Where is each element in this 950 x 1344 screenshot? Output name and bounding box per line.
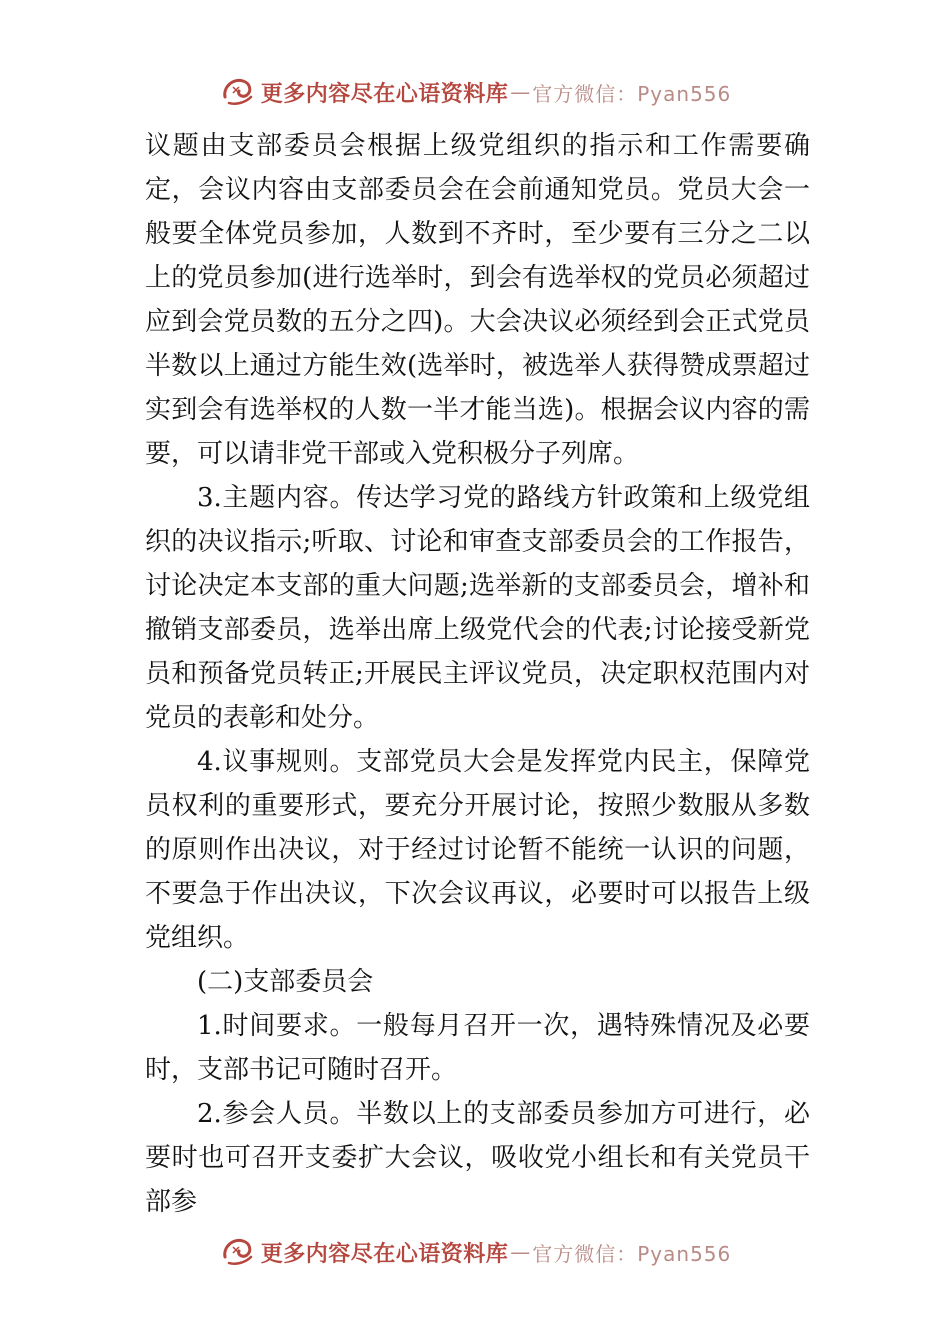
section-heading-branch-committee: (二)支部委员会 [197,967,374,997]
site-name-text: 更多内容尽在心语资料库 [260,80,509,107]
swirl-logo-icon [219,1233,257,1271]
wechat-contact-text: 官方微信：Pyan556 [532,1241,732,1266]
separator-dash: — [510,80,531,104]
footer-banner [0,1232,950,1272]
header-banner [0,72,950,112]
wechat-contact-text: 官方微信：Pyan556 [532,81,732,106]
paragraph-continuation: 议题由支部委员会根据上级党组织的指示和工作需要确定，会议内容由支部委员会在会前通知党员。党员大会一般要全体党员参加，人数到不齐时，至少要有三分之二以上的党员参加(进行选举时，到会有选举权的党员必须超过应到会党员数的五分之四)。大会决议必须经到会正式党员半数以上通过方能生效(选举时，被选举人获得赞成票超过实到会有选举权的人数一半才能当选)。根据会议内容的需要，可以请非党干部或入党积极分子列席。 [145,131,810,469]
swirl-logo-icon [219,73,257,111]
document-body [145,124,810,1224]
paragraph-topic-content: 3.主题内容。传达学习党的路线方针政策和上级党组织的决议指示;听取、讨论和审查支部委员会的工作报告，讨论决定本支部的重大问题;选举新的支部委员会，增补和撤销支部委员，选举出席上级党代会的代表;讨论接受新党员和预备党员转正;开展民主评议党员，决定职权范围内对党员的表彰和处分。 [145,483,810,733]
paragraph-rules: 4.议事规则。支部党员大会是发挥党内民主，保障党员权利的重要形式，要充分开展讨论，按照少数服从多数的原则作出决议，对于经过讨论暂不能统一认识的问题，不要急于作出决议，下次会议再议，必要时可以报告上级党组织。 [145,747,810,953]
paragraph-attendees: 2.参会人员。半数以上的支部委员参加方可进行，必要时也可召开支委扩大会议，吸收党小组长和有关党员干部参 [145,1099,810,1217]
paragraph-time-requirement: 1.时间要求。一般每月召开一次，遇特殊情况及必要时，支部书记可随时召开。 [145,1011,810,1085]
site-name-text: 更多内容尽在心语资料库 [260,1240,509,1267]
separator-dash: — [510,1240,531,1264]
